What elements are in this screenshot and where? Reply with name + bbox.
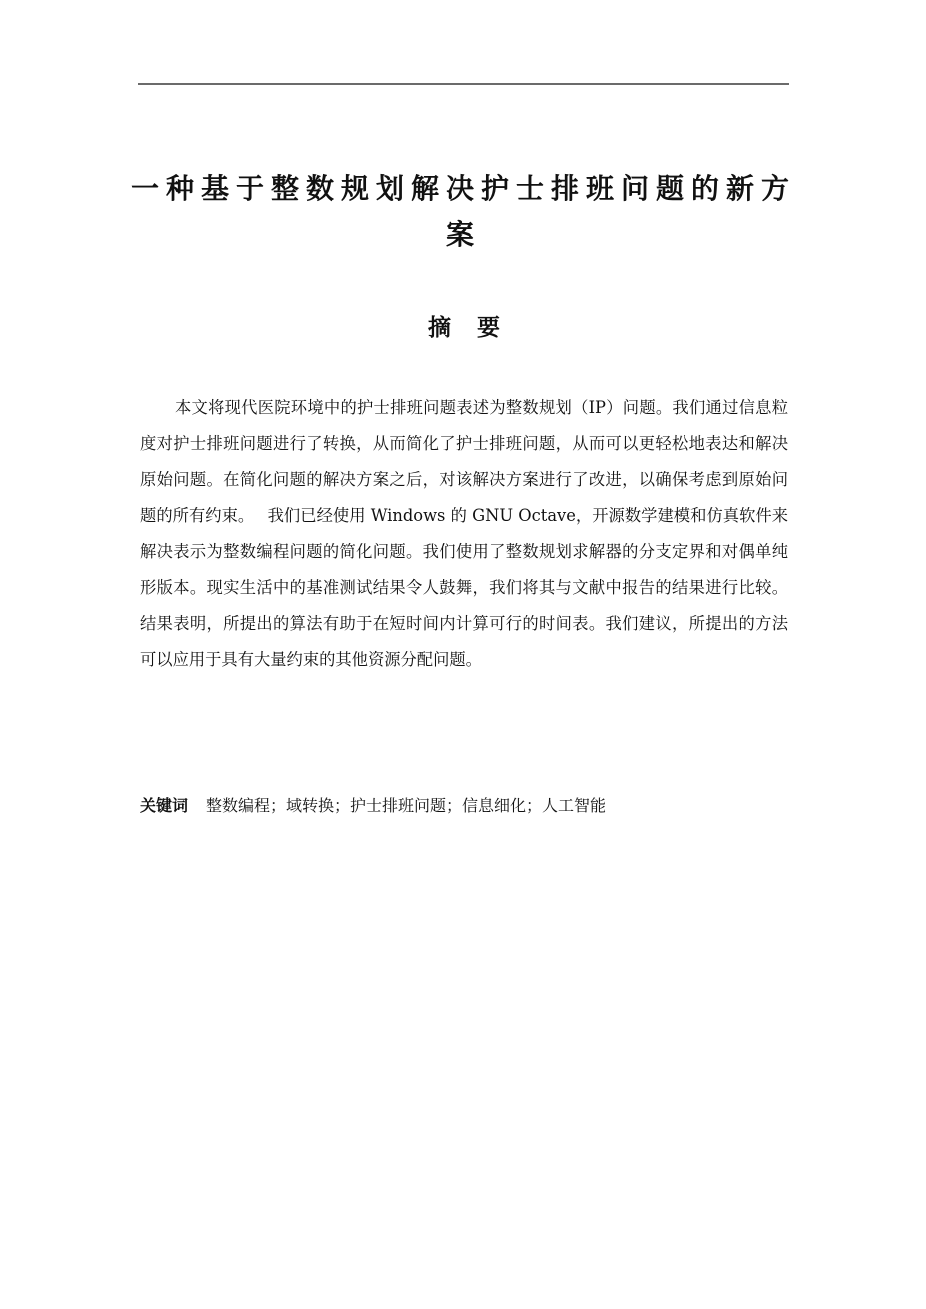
paper-title: 一种基于整数规划解决护士排班问题的新方案 [130, 172, 796, 251]
abstract-heading: 摘要 [428, 315, 526, 341]
keywords-line [140, 790, 788, 822]
keywords-label: 关键词 [140, 796, 189, 815]
header-rule [138, 83, 789, 85]
keywords-text: 整数编程；域转换；护士排班问题；信息细化；人工智能 [206, 796, 607, 815]
abstract-body: 本文将现代医院环境中的护士排班问题表述为整数规划（IP）问题。我们通过信息粒度对护士排班问题进行了转换，从而简化了护士排班问题，从而可以更轻松地表达和解决原始问题。在简化问题的解决方案之后，对该解决方案进行了改进，以确保考虑到原始问题的所有约束。 我们已经使用 Windows 的 GNU Octave，开源数学建模和仿真软件来解决表示为整数编程问题的简化问题。我们使用了整数规划求解器的分支定界和对偶单纯形版本。现实生活中的基准测试结果令人鼓舞，我们将其与文献中报告的结果进行比较。结果表明，所提出的算法有助于在短时间内计算可行的时间表。我们建议，所提出的方法可以应用于具有大量约束的其他资源分配问题。 [140, 398, 788, 669]
